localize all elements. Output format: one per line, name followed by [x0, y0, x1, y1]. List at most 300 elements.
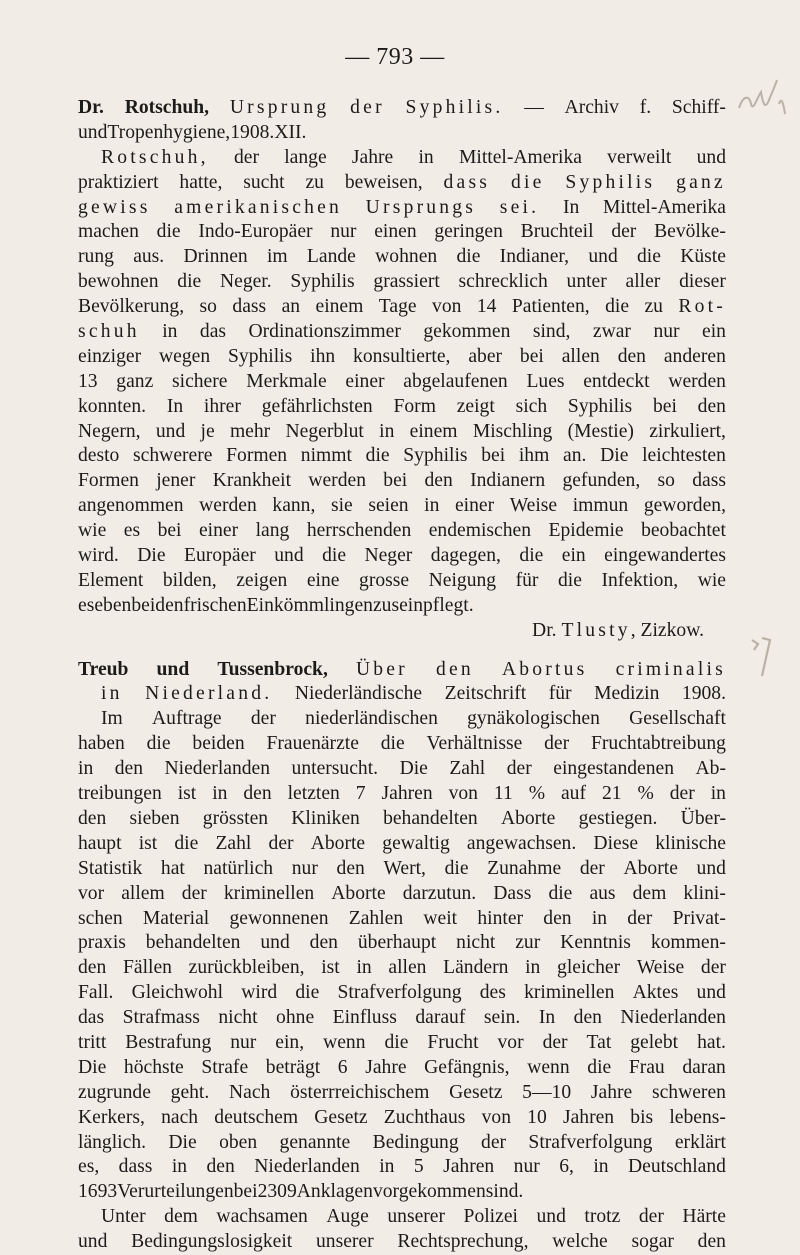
- text-word: 11: [493, 783, 513, 805]
- text-word: zeigen: [236, 569, 288, 591]
- text-word: zu: [305, 171, 324, 193]
- margin-pencil-mark-top: [733, 74, 789, 131]
- text-word: schuh: [78, 321, 140, 343]
- text-word: der: [481, 1131, 507, 1153]
- text-word: den: [573, 1007, 602, 1029]
- text-word: niederländischen: [305, 708, 438, 730]
- text-word: erklärt: [674, 1131, 726, 1153]
- text-word: an: [281, 296, 301, 318]
- text-word: und: [155, 420, 186, 442]
- text-word: Jahren: [443, 1156, 495, 1178]
- text-word: geringen: [434, 221, 503, 243]
- text-word: ganz: [116, 370, 154, 392]
- text-word: grassiert: [373, 271, 440, 293]
- text-word: 6: [337, 1056, 348, 1078]
- text-word: den: [336, 857, 365, 879]
- text-word: einem: [409, 420, 458, 442]
- text-line: [78, 732, 726, 757]
- text-word: wachsamen: [216, 1206, 308, 1228]
- text-word: trotz: [584, 1206, 621, 1228]
- text-word: Ursprung: [229, 97, 330, 118]
- text-word: behandelten: [383, 807, 478, 829]
- text-word: 5—10: [522, 1081, 572, 1103]
- text-word: In: [538, 1007, 556, 1029]
- text-word: vor: [497, 1031, 524, 1053]
- text-word: in: [379, 420, 395, 442]
- text-word: allen: [388, 957, 427, 979]
- text-word: bilden,: [162, 569, 217, 591]
- text-word: Syphilis: [290, 271, 355, 293]
- text-word: nur: [230, 1031, 257, 1053]
- text-line: [78, 931, 726, 956]
- text-word: sind.: [485, 1181, 524, 1203]
- text-word: länglich.: [78, 1131, 147, 1153]
- text-word: —: [524, 97, 544, 118]
- text-word: die: [444, 857, 469, 879]
- text-line: [78, 832, 726, 857]
- margin-pencil-mark-middle: [748, 620, 778, 687]
- text-line: [78, 245, 726, 270]
- text-word: Rechtsprechung,: [397, 1231, 529, 1253]
- text-line: [78, 1131, 726, 1156]
- text-word: Jahre: [590, 1081, 633, 1103]
- text-word: Einkömmlingen: [246, 594, 373, 616]
- text-word: daran: [682, 1056, 726, 1078]
- text-word: sich: [515, 395, 548, 417]
- text-word: Neger.: [219, 271, 272, 293]
- text-word: zirkuliert,: [649, 420, 726, 442]
- text-word: Einfluss: [332, 1007, 397, 1029]
- text-word: der: [181, 882, 207, 904]
- text-word: die: [637, 246, 661, 268]
- text-line: [78, 370, 726, 395]
- text-word: so: [199, 296, 217, 318]
- text-word: eben: [94, 594, 132, 616]
- text-word: zu: [644, 296, 663, 318]
- text-word: sucht: [243, 171, 285, 193]
- text-word: Zuchthaus: [383, 1106, 466, 1128]
- text-word: beträgt: [265, 1056, 321, 1078]
- text-word: Die: [168, 1131, 197, 1153]
- text-word: Patienten,: [511, 296, 590, 318]
- text-line: [78, 320, 726, 345]
- text-word: Aborte: [310, 832, 366, 854]
- text-word: den: [309, 932, 338, 954]
- text-word: Bestrafung: [125, 1031, 212, 1053]
- text-line: [78, 1006, 726, 1031]
- text-word: für: [515, 569, 539, 591]
- text-word: natürlich: [203, 857, 274, 879]
- text-word: %: [528, 783, 546, 805]
- text-word: klini-: [683, 882, 726, 904]
- text-word: einem: [315, 296, 364, 318]
- text-word: Medizin: [594, 683, 660, 705]
- text-word: kriminellen: [524, 982, 615, 1004]
- text-word: Fällen: [122, 957, 172, 979]
- text-word: Zahlen: [348, 907, 404, 929]
- text-word: f.: [639, 97, 652, 118]
- text-word: angewachsen.: [466, 832, 577, 854]
- text-word: Strafverfolgung: [337, 982, 462, 1004]
- text-word: Härte: [682, 1206, 726, 1228]
- text-word: 1908.: [681, 683, 726, 705]
- text-line: [78, 1056, 726, 1081]
- text-word: nicht: [218, 1007, 258, 1029]
- text-word: Frauenärzte: [266, 733, 359, 755]
- text-word: bis: [630, 1106, 654, 1128]
- text-word: welche: [552, 1231, 608, 1253]
- text-line: [78, 907, 726, 932]
- text-word: Fruchtabtreibung: [590, 733, 726, 755]
- text-word: Ab-: [695, 758, 726, 780]
- text-word: In: [562, 196, 580, 218]
- text-word: der: [350, 97, 385, 118]
- text-word: Im: [101, 708, 123, 730]
- text-word: Indianern: [470, 470, 546, 492]
- text-word: jener: [156, 470, 196, 492]
- text-word: im: [266, 246, 288, 268]
- text-word: haupt: [78, 832, 122, 854]
- text-word: Küste: [680, 246, 726, 268]
- text-word: ein: [561, 545, 586, 567]
- text-word: den: [435, 658, 474, 680]
- text-word: konsultierte,: [353, 345, 451, 367]
- text-line: [78, 171, 726, 196]
- text-word: bei: [157, 520, 182, 542]
- text-word: 1693: [78, 1181, 118, 1203]
- text-word: gewiss: [78, 196, 151, 218]
- text-word: der: [700, 957, 726, 979]
- text-word: Frucht: [427, 1031, 479, 1053]
- text-word: gefunden,: [562, 470, 641, 492]
- text-word: deutschem: [214, 1106, 299, 1128]
- text-word: die: [322, 545, 347, 567]
- text-word: und: [78, 121, 108, 143]
- text-word: in: [162, 321, 178, 343]
- text-word: aus.: [133, 246, 165, 268]
- text-word: zwar: [592, 321, 631, 343]
- text-word: dagegen,: [430, 545, 501, 567]
- text-word: in: [418, 146, 434, 168]
- text-word: der: [544, 733, 570, 755]
- text-line: [78, 220, 726, 245]
- text-word: gelebt: [630, 1031, 679, 1053]
- text-word: Kenntnis: [560, 932, 631, 954]
- text-word: criminalis: [615, 658, 726, 680]
- text-word: den: [424, 470, 453, 492]
- text-word: Zahl: [449, 758, 486, 780]
- text-word: gewonnenen: [229, 907, 329, 929]
- text-word: Syphilis: [565, 171, 656, 193]
- text-word: den: [78, 957, 107, 979]
- text-word: Syphilis: [567, 395, 633, 417]
- text-word: des: [479, 982, 506, 1004]
- text-word: haben: [78, 733, 125, 755]
- text-word: die: [380, 733, 405, 755]
- text-word: Gesellschaft: [629, 708, 726, 730]
- text-word: ihrer: [203, 395, 241, 417]
- text-word: Verhältnisse: [426, 733, 523, 755]
- text-word: verweilt: [607, 146, 672, 168]
- text-line: [78, 395, 726, 420]
- text-word: ganz: [676, 171, 726, 193]
- text-word: ist: [321, 957, 340, 979]
- text-word: Treub: [78, 658, 129, 680]
- text-word: von: [432, 296, 462, 318]
- text-word: tritt: [78, 1031, 107, 1053]
- text-line: [78, 569, 726, 594]
- text-word: nimmt: [300, 445, 352, 467]
- text-word: Ursprungs: [365, 196, 477, 218]
- text-word: der: [579, 857, 605, 879]
- text-word: in: [525, 957, 541, 979]
- text-word: Infektion,: [601, 569, 679, 591]
- text-word: geht.: [170, 1081, 210, 1103]
- text-word: Tropenhygiene,: [107, 121, 231, 143]
- text-word: der: [268, 832, 294, 854]
- text-word: einziger: [78, 345, 142, 367]
- page-number: — 793 —: [345, 44, 445, 70]
- text-word: der: [233, 146, 259, 168]
- text-word: Tage: [378, 296, 417, 318]
- text-line: [78, 782, 726, 807]
- text-line: [78, 807, 726, 832]
- text-word: Jahre: [351, 146, 394, 168]
- text-word: Weise: [636, 957, 685, 979]
- text-word: Bevölkerung,: [78, 296, 185, 318]
- text-line: [78, 295, 726, 320]
- text-word: ihn: [310, 345, 336, 367]
- text-word: der: [506, 758, 532, 780]
- text-word: Statistik: [78, 857, 143, 879]
- text-word: Auftrage: [152, 708, 222, 730]
- text-word: Jahren: [562, 1106, 615, 1128]
- text-word: Archiv: [564, 97, 619, 118]
- text-word: der: [627, 907, 653, 929]
- text-word: Aktes: [632, 982, 679, 1004]
- text-line: [78, 1205, 726, 1230]
- text-word: der: [611, 221, 637, 243]
- text-word: Gleichwohl: [131, 982, 224, 1004]
- text-line: [78, 494, 726, 519]
- text-line: [78, 707, 726, 732]
- text-word: werden: [199, 495, 257, 517]
- text-word: die: [587, 1056, 612, 1078]
- text-word: desto: [78, 445, 120, 467]
- text-line: [78, 658, 726, 683]
- text-word: bewohnen: [78, 271, 159, 293]
- text-word: Nach: [229, 1081, 271, 1103]
- text-word: der: [638, 1206, 664, 1228]
- text-word: Niederlanden: [254, 1156, 360, 1178]
- text-word: gynäkologischen: [467, 708, 600, 730]
- text-word: Bevölke-: [654, 221, 726, 243]
- text-word: grössten: [202, 807, 269, 829]
- text-word: bei: [481, 445, 506, 467]
- text-word: Ordinationszimmer: [248, 321, 401, 343]
- article-column: [78, 96, 726, 1255]
- article-gap: [78, 644, 726, 658]
- text-word: nach: [161, 1106, 199, 1128]
- text-word: einer: [198, 520, 239, 542]
- text-word: nur: [291, 857, 318, 879]
- text-word: bei: [131, 594, 156, 616]
- text-word: von: [481, 1106, 511, 1128]
- text-word: klinische: [655, 832, 726, 854]
- text-word: Die: [600, 445, 629, 467]
- text-word: allem: [121, 882, 165, 904]
- text-word: oben: [219, 1131, 258, 1153]
- text-word: Über: [355, 658, 408, 680]
- text-word: pflegt.: [423, 594, 474, 616]
- text-word: Aborte: [623, 857, 678, 879]
- text-word: untersucht.: [291, 758, 379, 780]
- text-word: eingestandenen: [553, 758, 675, 780]
- text-line: [78, 146, 726, 171]
- text-word: frischen: [183, 594, 247, 616]
- text-word: Indianer,: [499, 246, 570, 268]
- text-line: [78, 882, 726, 907]
- text-word: in: [379, 1156, 395, 1178]
- text-word: in: [356, 957, 372, 979]
- text-word: mehr: [229, 420, 271, 442]
- text-word: unserer: [315, 1231, 374, 1253]
- text-word: eine: [306, 569, 340, 591]
- text-word: Bedingung: [372, 1131, 459, 1153]
- text-word: sichere: [172, 370, 228, 392]
- text-word: einer: [454, 495, 495, 517]
- text-word: die: [519, 545, 544, 567]
- text-word: darauf: [415, 1007, 466, 1029]
- text-word: Indo-Europäer: [198, 221, 313, 243]
- text-word: die: [605, 296, 630, 318]
- text-word: Formen: [78, 470, 139, 492]
- text-word: den: [697, 1231, 726, 1253]
- text-word: zu: [372, 594, 392, 616]
- text-word: und: [696, 857, 726, 879]
- text-word: sogar: [631, 1231, 674, 1253]
- text-word: schweren: [651, 1081, 726, 1103]
- text-word: anderen: [663, 345, 726, 367]
- text-word: in: [78, 758, 94, 780]
- text-word: gestiegen.: [578, 807, 658, 829]
- text-word: 1908.: [230, 121, 275, 143]
- text-word: bei: [383, 470, 408, 492]
- text-word: und: [156, 658, 190, 680]
- text-word: Drinnen: [183, 246, 248, 268]
- text-word: der: [250, 708, 276, 730]
- text-line: [78, 444, 726, 469]
- text-word: Negerblut: [285, 420, 364, 442]
- text-word: zeigt: [456, 395, 495, 417]
- text-word: nur: [330, 221, 357, 243]
- text-word: vorgekommen: [372, 1181, 486, 1203]
- text-word: beweisen,: [344, 171, 423, 193]
- text-word: Gesetz: [314, 1106, 368, 1128]
- text-word: beobachtet: [641, 520, 726, 542]
- text-word: Lande: [306, 246, 356, 268]
- text-word: aber: [468, 345, 503, 367]
- text-word: in: [212, 783, 228, 805]
- text-word: sind,: [532, 321, 571, 343]
- text-word: 14: [476, 296, 497, 318]
- text-line: [78, 196, 726, 221]
- text-word: lange: [284, 146, 327, 168]
- text-word: ihm: [518, 445, 550, 467]
- text-word: Negern,: [78, 420, 141, 442]
- text-word: nicht: [456, 932, 496, 954]
- text-line: [78, 519, 726, 544]
- text-word: dass: [443, 171, 491, 193]
- text-word: (Mestie): [567, 420, 634, 442]
- text-word: Material: [142, 907, 210, 929]
- text-word: Privat-: [672, 907, 726, 929]
- text-word: Niederlanden: [620, 1007, 726, 1029]
- text-word: kommen-: [650, 932, 726, 954]
- text-word: Mittel-Amerika: [458, 146, 582, 168]
- text-word: wenn: [527, 1056, 570, 1078]
- text-word: wenn: [323, 1031, 366, 1053]
- text-word: wird.: [78, 545, 119, 567]
- text-word: sie: [330, 495, 353, 517]
- text-word: der: [669, 783, 695, 805]
- text-word: abgelaufenen: [403, 370, 508, 392]
- text-line: [78, 544, 726, 569]
- text-word: allen: [561, 345, 600, 367]
- text-word: In: [166, 395, 184, 417]
- text-word: gleicher: [557, 957, 621, 979]
- text-word: 10: [527, 1106, 547, 1128]
- text-word: herrschenden: [306, 520, 412, 542]
- text-word: hat.: [697, 1031, 726, 1053]
- text-word: XII.: [274, 121, 307, 143]
- text-line: [78, 1081, 726, 1106]
- text-word: 21: [601, 783, 622, 805]
- text-word: das: [199, 321, 227, 343]
- text-word: amerikanischen: [174, 196, 342, 218]
- text-word: Mischling: [472, 420, 553, 442]
- text-word: genannte: [279, 1131, 351, 1153]
- text-word: werden: [308, 470, 366, 492]
- text-word: gefährlichsten: [261, 395, 373, 417]
- text-word: Niederlanden: [164, 758, 271, 780]
- text-word: darzutun.: [402, 882, 477, 904]
- article-treub-tussenbrock: [78, 658, 726, 1255]
- text-word: die: [156, 221, 181, 243]
- text-word: je: [200, 420, 215, 442]
- text-word: Deutschland: [627, 1156, 726, 1178]
- text-word: Epidemie: [548, 520, 624, 542]
- text-word: Krankheit: [212, 470, 292, 492]
- text-word: immun: [572, 495, 629, 517]
- text-word: werden: [668, 370, 726, 392]
- text-word: Niederländische: [294, 683, 423, 705]
- text-word: aller: [625, 271, 661, 293]
- text-word: es: [123, 520, 141, 542]
- text-word: unter: [566, 271, 607, 293]
- text-word: Über-: [680, 807, 726, 829]
- text-word: seien: [368, 495, 409, 517]
- text-word: die: [295, 982, 320, 1004]
- text-word: Schiff-: [671, 97, 726, 118]
- text-word: sein.: [483, 1007, 521, 1029]
- text-word: Aborte: [331, 882, 386, 904]
- text-word: Rot-: [678, 296, 726, 318]
- article-signature: [78, 619, 726, 644]
- text-word: an.: [563, 445, 587, 467]
- text-word: dem: [164, 1206, 198, 1228]
- text-word: Ländern: [443, 957, 509, 979]
